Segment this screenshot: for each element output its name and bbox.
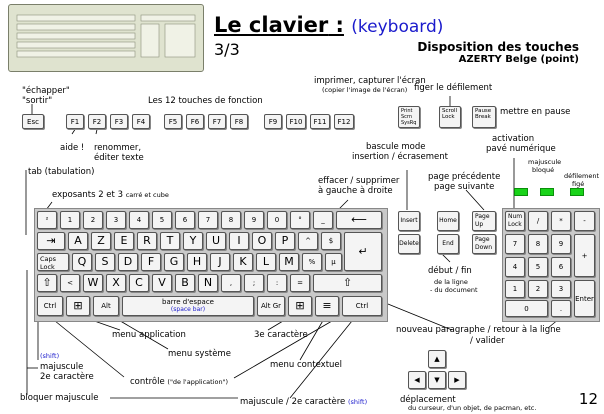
key-0: 0 (267, 211, 287, 229)
key-num-4: 4 (505, 257, 525, 277)
key-semicolon: ; (244, 274, 264, 292)
key-f9: F9 (264, 114, 282, 129)
annotation-control-text: contrôle (130, 377, 165, 387)
annotation-shift-bottom-text: majuscule / 2e caractère (240, 397, 346, 407)
key-r: R (137, 232, 157, 250)
key-comma: , (221, 274, 241, 292)
numlock-led (514, 188, 528, 196)
space-label-en: (space bar) (170, 306, 206, 313)
key-num-1: 1 (505, 280, 525, 298)
key-num-multiply: * (551, 211, 571, 231)
key-num-9: 9 (551, 234, 571, 254)
header-line-1: Disposition des touches (417, 40, 579, 54)
annotation-caps-indicator-1: majuscule (528, 158, 562, 166)
key-ctrl-right: Ctrl (342, 296, 382, 316)
key-2: 2 (83, 211, 103, 229)
key-circumflex: ^ (298, 232, 318, 250)
key-a: A (68, 232, 88, 250)
annotation-pause: mettre en pause (500, 107, 571, 117)
annotation-shift-bottom (240, 397, 367, 407)
page-subtitle: 3/3 (214, 40, 240, 59)
key-num-2: 2 (528, 280, 548, 298)
annotation-caps-lock: bloquer majuscule (20, 393, 99, 403)
key-5: 5 (152, 211, 172, 229)
annotation-numlock-2: pavé numérique (486, 144, 556, 154)
key-pause: Pause Break (472, 106, 496, 128)
annotation-home-end-3: - du document (430, 286, 478, 294)
key-b: B (175, 274, 195, 292)
key-num-enter: Enter (574, 280, 595, 317)
key-c: C (129, 274, 149, 292)
key-9: 9 (244, 211, 264, 229)
annotation-third-char: 3e caractère (254, 330, 308, 340)
annotation-arrows-2: du curseur, d'un objet, de pacman, etc. (408, 404, 537, 412)
key-dollar: $ (321, 232, 341, 250)
annotation-tab: tab (tabulation) (28, 167, 95, 177)
key-num-plus: + (574, 234, 595, 277)
key-u: U (206, 232, 226, 250)
key-q: Q (72, 253, 92, 271)
key-3: 3 (106, 211, 126, 229)
key-d: D (118, 253, 138, 271)
annotation-page-down: page suivante (434, 182, 495, 192)
key-f7: F7 (208, 114, 226, 129)
key-k: K (233, 253, 253, 271)
key-micro: µ (325, 253, 342, 271)
title-separator: : (328, 13, 344, 37)
key-7: 7 (198, 211, 218, 229)
annotation-enter-1: nouveau paragraphe / retour à la ligne (396, 325, 561, 335)
key-i: I (229, 232, 249, 250)
annotation-shift-bottom-en: (shift) (348, 398, 368, 406)
key-insert: Insert (398, 211, 420, 231)
key-f3: F3 (110, 114, 128, 129)
key-f: F (141, 253, 161, 271)
annotation-caps-indicator-2: bloqué (532, 166, 555, 174)
key-num-7: 7 (505, 234, 525, 254)
annotation-sortir: "sortir" (22, 96, 53, 106)
annotation-shift-en: (shift) (40, 352, 60, 360)
key-num-dot: . (551, 300, 571, 317)
key-end: End (437, 234, 459, 254)
key-f12: F12 (334, 114, 354, 129)
key-w: W (83, 274, 103, 292)
key-8: 8 (221, 211, 241, 229)
key-y: Y (183, 232, 203, 250)
key-menu: ≡ (315, 296, 339, 316)
key-home: Home (437, 211, 459, 231)
annotation-exponents (52, 190, 169, 200)
key-alt: Alt (93, 296, 119, 316)
annotation-shift-1: majuscule (40, 362, 84, 372)
key-x: X (106, 274, 126, 292)
key-backspace: ⟵ (336, 211, 382, 229)
key-num-0: 0 (505, 300, 548, 317)
annotation-help: aide ! (60, 143, 85, 153)
key-s: S (95, 253, 115, 271)
scrolllock-led (570, 188, 584, 196)
annotation-delete-2: à gauche à droite (318, 186, 393, 196)
annotation-page-up: page précédente (428, 172, 501, 182)
annotation-shift-2: 2e caractère (40, 372, 94, 382)
annotation-function-keys: Les 12 touches de fonction (148, 96, 263, 106)
key-less-than: < (60, 274, 80, 292)
annotation-edit-text: éditer texte (94, 153, 144, 163)
annotation-scroll-indicator-1: défilement (564, 172, 600, 180)
annotation-delete-1: effacer / supprimer (318, 176, 400, 186)
key-arrow-up: ▲ (428, 350, 446, 368)
key-delete: Delete (398, 234, 420, 254)
key-equals: = (290, 274, 310, 292)
key-colon: : (267, 274, 287, 292)
annotation-copier: (copier l'image de l'écran) (322, 86, 408, 94)
annotation-enter-2: / valider (470, 336, 505, 346)
key-f8: F8 (230, 114, 248, 129)
annotation-numlock-1: activation (492, 134, 535, 144)
annotation-square-cube: carré et cube (125, 191, 169, 199)
key-4: 4 (129, 211, 149, 229)
key-f4: F4 (132, 114, 150, 129)
key-caps-lock: Caps Lock (37, 253, 69, 271)
key-l: L (256, 253, 276, 271)
space-label: barre d'espace (162, 298, 214, 306)
key-n: N (198, 274, 218, 292)
key-f2: F2 (88, 114, 106, 129)
key-print-screen: Print Scrn SysRq (398, 106, 420, 128)
annotation-echapper: "échapper" (22, 86, 70, 96)
key-g: G (164, 253, 184, 271)
annotation-arrows-1: déplacement (400, 395, 456, 405)
annotation-home-end-2: de la ligne (434, 278, 468, 286)
key-square: ² (37, 211, 57, 229)
key-win-left: ⊞ (66, 296, 90, 316)
key-arrow-down: ▼ (428, 371, 446, 389)
annotation-exponents-text: exposants 2 et 3 (52, 190, 123, 200)
key-v: V (152, 274, 172, 292)
annotation-context-menu: menu contextuel (270, 360, 343, 370)
key-percent: % (302, 253, 322, 271)
annotation-app-menu: menu application (112, 330, 186, 340)
key-page-down: Page Down (472, 234, 496, 254)
key-num-8: 8 (528, 234, 548, 254)
capslock-led (540, 188, 554, 196)
key-shift-right: ⇧ (313, 274, 382, 292)
key-t: T (160, 232, 180, 250)
annotation-rename: renommer, (94, 143, 142, 153)
key-arrow-right: ▶ (448, 371, 466, 389)
annotation-insert-mode-1: bascule mode (366, 142, 426, 152)
key-m: M (279, 253, 299, 271)
key-e: E (114, 232, 134, 250)
key-num-divide: / (528, 211, 548, 231)
key-page-up: Page Up (472, 211, 496, 231)
key-f1: F1 (66, 114, 84, 129)
key-ctrl-left: Ctrl (37, 296, 63, 316)
key-j: J (210, 253, 230, 271)
key-num-3: 3 (551, 280, 571, 298)
key-num-minus: - (574, 211, 595, 231)
page-number: 12 (578, 390, 598, 408)
annotation-scroll-lock: figer le défilement (414, 83, 493, 93)
key-num-5: 5 (528, 257, 548, 277)
key-num-6: 6 (551, 257, 571, 277)
key-f5: F5 (164, 114, 182, 129)
key-z: Z (91, 232, 111, 250)
annotation-control-en: ("de l'application") (167, 378, 229, 386)
key-1: 1 (60, 211, 80, 229)
key-tab: ⇥ (37, 232, 65, 250)
key-shift-left: ⇧ (37, 274, 57, 292)
key-space (122, 296, 254, 316)
key-arrow-left: ◀ (408, 371, 426, 389)
key-h: H (187, 253, 207, 271)
key-win-right: ⊞ (288, 296, 312, 316)
title-english: (keyboard) (351, 17, 444, 37)
key-num-lock: Num Lock (505, 211, 525, 231)
annotation-imprimer: imprimer, capturer l'écran (314, 76, 426, 86)
key-scroll-lock: Scroll Lock (439, 106, 461, 128)
annotation-system-menu: menu système (168, 349, 231, 359)
key-esc: Esc (22, 114, 44, 129)
key-altgr: Alt Gr (257, 296, 285, 316)
title-main: Le clavier (214, 13, 329, 37)
key-o: O (252, 232, 272, 250)
key-6: 6 (175, 211, 195, 229)
header-line-2: AZERTY Belge (point) (458, 54, 579, 65)
annotation-home-end-1: début / fin (428, 266, 472, 276)
annotation-scroll-indicator-2: figé (572, 180, 585, 188)
key-f6: F6 (186, 114, 204, 129)
annotation-insert-mode-2: insertion / écrasement (352, 152, 448, 162)
key-degree: ° (290, 211, 310, 229)
key-f11: F11 (310, 114, 330, 129)
key-return: ↵ (344, 232, 382, 271)
key-underscore: _ (313, 211, 333, 229)
key-f10: F10 (286, 114, 306, 129)
annotation-control (130, 377, 228, 387)
key-p: P (275, 232, 295, 250)
